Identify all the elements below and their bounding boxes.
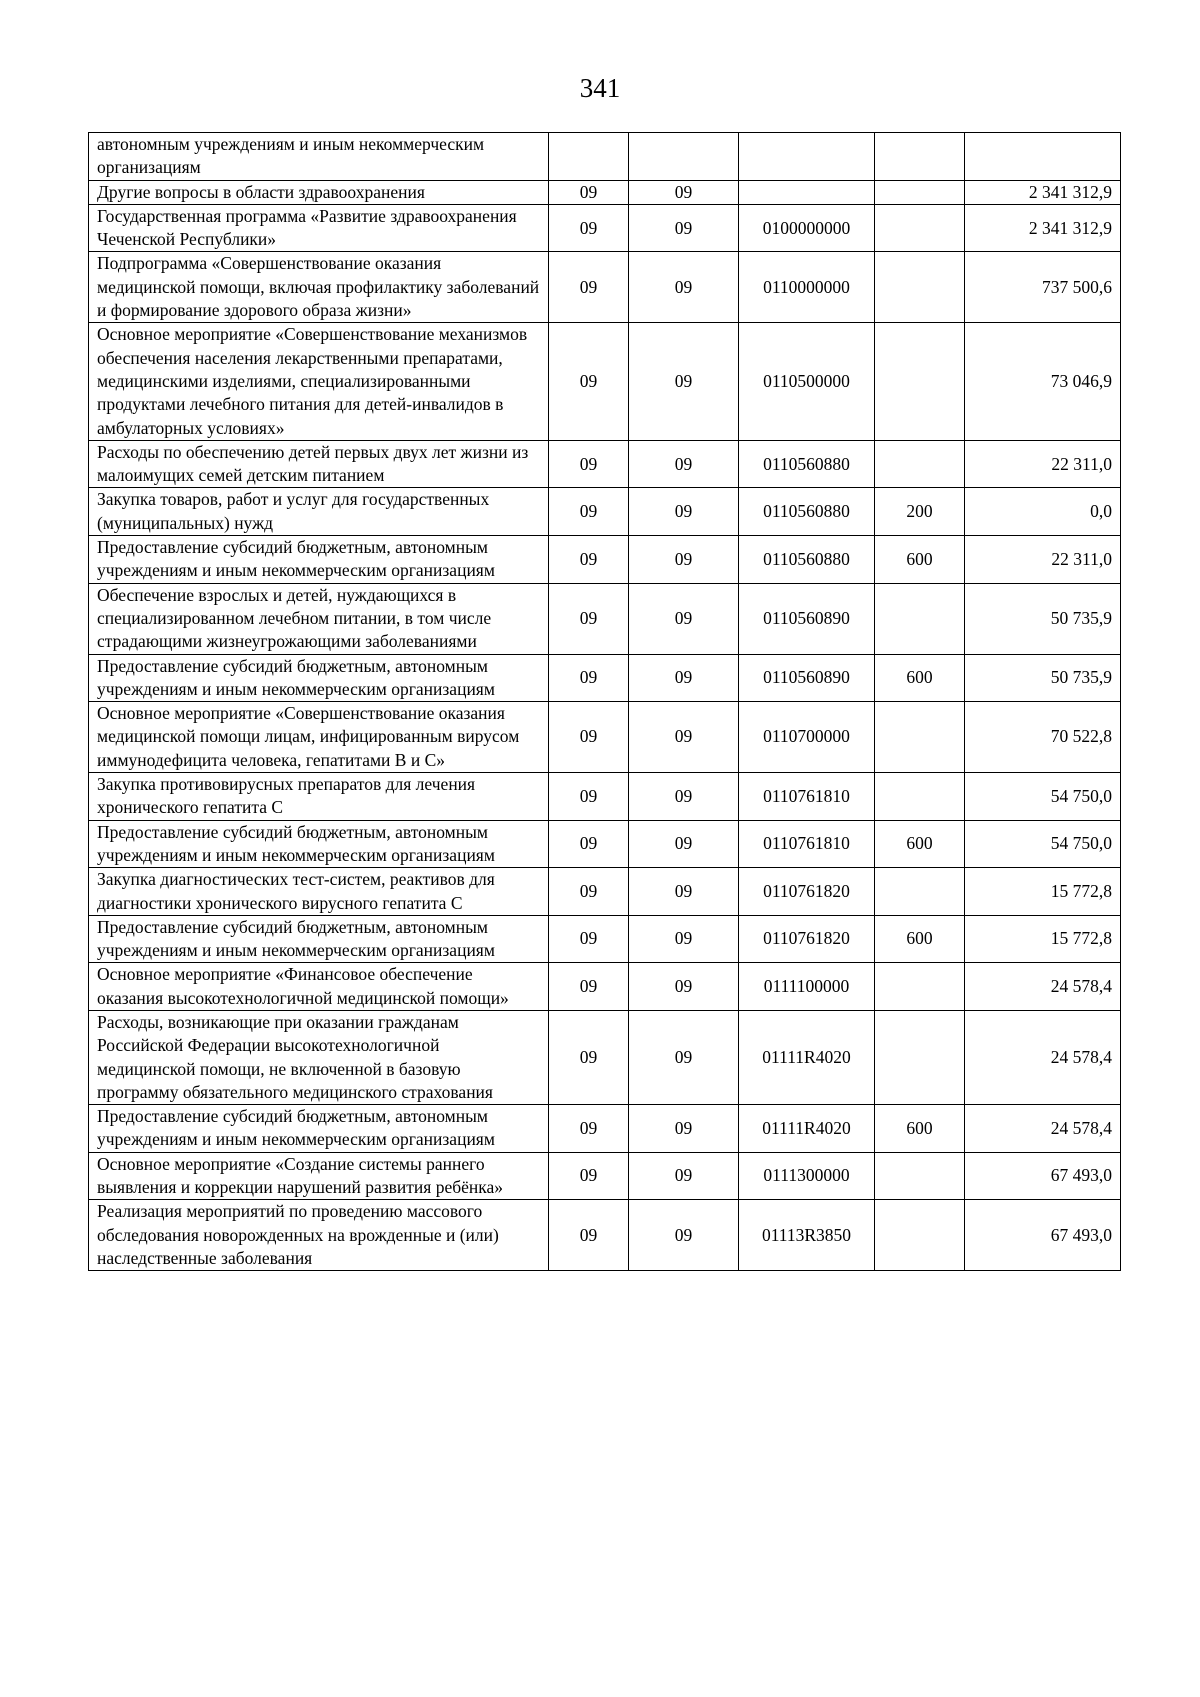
- subsection-code-cell: 09: [629, 1152, 739, 1200]
- budget-table: [88, 132, 1121, 1271]
- expense-type-cell: [875, 1152, 965, 1200]
- table-row: [89, 252, 1121, 323]
- table-row: [89, 820, 1121, 868]
- table-row: [89, 702, 1121, 773]
- table-row: [89, 180, 1121, 204]
- subsection-code-cell: 09: [629, 915, 739, 963]
- table-row: [89, 1010, 1121, 1104]
- section-code-cell: 09: [549, 820, 629, 868]
- amount-cell: 22 311,0: [965, 440, 1121, 488]
- target-article-cell: 0110560890: [739, 583, 875, 654]
- expense-type-cell: 600: [875, 820, 965, 868]
- name-cell: Обеспечение взрослых и детей, нуждающихся в специализированном лечебном питании, в том числе страдающими жизнеугрожающими заболеваниями: [89, 583, 549, 654]
- subsection-code-cell: 09: [629, 440, 739, 488]
- section-code-cell: 09: [549, 323, 629, 440]
- section-code-cell: 09: [549, 1200, 629, 1271]
- name-cell: Основное мероприятие «Создание системы раннего выявления и коррекции нарушений развития ребёнка»: [89, 1152, 549, 1200]
- amount-cell: [965, 133, 1121, 181]
- table-row: [89, 536, 1121, 584]
- expense-type-cell: 600: [875, 915, 965, 963]
- target-article-cell: [739, 133, 875, 181]
- subsection-code-cell: [629, 133, 739, 181]
- name-cell: Государственная программа «Развитие здравоохранения Чеченской Республики»: [89, 204, 549, 252]
- expense-type-cell: [875, 583, 965, 654]
- table-row: [89, 440, 1121, 488]
- subsection-code-cell: 09: [629, 1105, 739, 1153]
- section-code-cell: [549, 133, 629, 181]
- subsection-code-cell: 09: [629, 180, 739, 204]
- target-article-cell: 01111R4020: [739, 1105, 875, 1153]
- table-row: [89, 1200, 1121, 1271]
- section-code-cell: 09: [549, 654, 629, 702]
- expense-type-cell: [875, 963, 965, 1011]
- name-cell: Основное мероприятие «Совершенствование оказания медицинской помощи лицам, инфицированным вирусом иммунодефицита человека, гепатитами B и C»: [89, 702, 549, 773]
- subsection-code-cell: 09: [629, 654, 739, 702]
- subsection-code-cell: 09: [629, 536, 739, 584]
- subsection-code-cell: 09: [629, 1200, 739, 1271]
- target-article-cell: 0110761810: [739, 773, 875, 821]
- table-row: [89, 868, 1121, 916]
- expense-type-cell: [875, 323, 965, 440]
- amount-cell: 50 735,9: [965, 583, 1121, 654]
- table-row: [89, 1152, 1121, 1200]
- name-cell: Предоставление субсидий бюджетным, автономным учреждениям и иным некоммерческим организациям: [89, 820, 549, 868]
- section-code-cell: 09: [549, 915, 629, 963]
- section-code-cell: 09: [549, 1010, 629, 1104]
- table-row: [89, 323, 1121, 440]
- name-cell: Основное мероприятие «Совершенствование механизмов обеспечения населения лекарственными препаратами, медицинскими изделиями, специализированными продуктами лечебного питания для детей-инвалидов в амбулаторных условиях»: [89, 323, 549, 440]
- name-cell: Предоставление субсидий бюджетным, автономным учреждениям и иным некоммерческим организациям: [89, 536, 549, 584]
- name-cell: Закупка диагностических тест-систем, реактивов для диагностики хронического вирусного гепатита С: [89, 868, 549, 916]
- expense-type-cell: [875, 1200, 965, 1271]
- name-cell: Реализация мероприятий по проведению массового обследования новорожденных на врожденные и (или) наследственные заболевания: [89, 1200, 549, 1271]
- target-article-cell: 01113R3850: [739, 1200, 875, 1271]
- section-code-cell: 09: [549, 702, 629, 773]
- target-article-cell: 0110560880: [739, 440, 875, 488]
- expense-type-cell: 600: [875, 536, 965, 584]
- table-row: [89, 204, 1121, 252]
- subsection-code-cell: 09: [629, 488, 739, 536]
- name-cell: Закупка товаров, работ и услуг для государственных (муниципальных) нужд: [89, 488, 549, 536]
- name-cell: Расходы, возникающие при оказании гражданам Российской Федерации высокотехнологичной медицинской помощи, не включенной в базовую программу обязательного медицинского страхования: [89, 1010, 549, 1104]
- subsection-code-cell: 09: [629, 702, 739, 773]
- section-code-cell: 09: [549, 440, 629, 488]
- amount-cell: 54 750,0: [965, 773, 1121, 821]
- name-cell: Предоставление субсидий бюджетным, автономным учреждениям и иным некоммерческим организациям: [89, 1105, 549, 1153]
- expense-type-cell: [875, 204, 965, 252]
- subsection-code-cell: 09: [629, 204, 739, 252]
- target-article-cell: 0110560880: [739, 488, 875, 536]
- name-cell: Закупка противовирусных препаратов для лечения хронического гепатита С: [89, 773, 549, 821]
- section-code-cell: 09: [549, 180, 629, 204]
- expense-type-cell: [875, 702, 965, 773]
- page-number: 341: [579, 73, 621, 103]
- section-code-cell: 09: [549, 963, 629, 1011]
- target-article-cell: 0110560890: [739, 654, 875, 702]
- target-article-cell: 01111R4020: [739, 1010, 875, 1104]
- amount-cell: 2 341 312,9: [965, 180, 1121, 204]
- table-row: [89, 1105, 1121, 1153]
- subsection-code-cell: 09: [629, 1010, 739, 1104]
- expense-type-cell: [875, 133, 965, 181]
- subsection-code-cell: 09: [629, 323, 739, 440]
- table-row: [89, 583, 1121, 654]
- expense-type-cell: [875, 773, 965, 821]
- amount-cell: 54 750,0: [965, 820, 1121, 868]
- expense-type-cell: 200: [875, 488, 965, 536]
- expense-type-cell: [875, 440, 965, 488]
- table-row: [89, 915, 1121, 963]
- expense-type-cell: [875, 868, 965, 916]
- target-article-cell: 0110700000: [739, 702, 875, 773]
- name-cell: автономным учреждениям и иным некоммерческим организациям: [89, 133, 549, 181]
- amount-cell: 24 578,4: [965, 1105, 1121, 1153]
- amount-cell: 737 500,6: [965, 252, 1121, 323]
- amount-cell: 0,0: [965, 488, 1121, 536]
- amount-cell: 15 772,8: [965, 915, 1121, 963]
- budget-table-body: [89, 133, 1121, 1271]
- subsection-code-cell: 09: [629, 773, 739, 821]
- expense-type-cell: [875, 252, 965, 323]
- target-article-cell: 0111100000: [739, 963, 875, 1011]
- target-article-cell: 0111300000: [739, 1152, 875, 1200]
- table-row: [89, 133, 1121, 181]
- table-row: [89, 963, 1121, 1011]
- amount-cell: 50 735,9: [965, 654, 1121, 702]
- section-code-cell: 09: [549, 773, 629, 821]
- section-code-cell: 09: [549, 583, 629, 654]
- table-row: [89, 654, 1121, 702]
- target-article-cell: [739, 180, 875, 204]
- amount-cell: 22 311,0: [965, 536, 1121, 584]
- target-article-cell: 0110761810: [739, 820, 875, 868]
- target-article-cell: 0100000000: [739, 204, 875, 252]
- amount-cell: 24 578,4: [965, 963, 1121, 1011]
- section-code-cell: 09: [549, 1152, 629, 1200]
- name-cell: Расходы по обеспечению детей первых двух лет жизни из малоимущих семей детским питанием: [89, 440, 549, 488]
- target-article-cell: 0110000000: [739, 252, 875, 323]
- section-code-cell: 09: [549, 868, 629, 916]
- expense-type-cell: 600: [875, 654, 965, 702]
- amount-cell: 67 493,0: [965, 1200, 1121, 1271]
- subsection-code-cell: 09: [629, 820, 739, 868]
- section-code-cell: 09: [549, 204, 629, 252]
- subsection-code-cell: 09: [629, 252, 739, 323]
- target-article-cell: 0110761820: [739, 868, 875, 916]
- target-article-cell: 0110500000: [739, 323, 875, 440]
- subsection-code-cell: 09: [629, 583, 739, 654]
- name-cell: Другие вопросы в области здравоохранения: [89, 180, 549, 204]
- section-code-cell: 09: [549, 252, 629, 323]
- table-row: [89, 488, 1121, 536]
- name-cell: Предоставление субсидий бюджетным, автономным учреждениям и иным некоммерческим организациям: [89, 654, 549, 702]
- expense-type-cell: 600: [875, 1105, 965, 1153]
- section-code-cell: 09: [549, 488, 629, 536]
- amount-cell: 2 341 312,9: [965, 204, 1121, 252]
- expense-type-cell: [875, 1010, 965, 1104]
- name-cell: Предоставление субсидий бюджетным, автономным учреждениям и иным некоммерческим организациям: [89, 915, 549, 963]
- expense-type-cell: [875, 180, 965, 204]
- name-cell: Основное мероприятие «Финансовое обеспечение оказания высокотехнологичной медицинской помощи»: [89, 963, 549, 1011]
- section-code-cell: 09: [549, 536, 629, 584]
- amount-cell: 70 522,8: [965, 702, 1121, 773]
- target-article-cell: 0110761820: [739, 915, 875, 963]
- section-code-cell: 09: [549, 1105, 629, 1153]
- name-cell: Подпрограмма «Совершенствование оказания медицинской помощи, включая профилактику заболеваний и формирование здорового образа жизни»: [89, 252, 549, 323]
- target-article-cell: 0110560880: [739, 536, 875, 584]
- amount-cell: 73 046,9: [965, 323, 1121, 440]
- subsection-code-cell: 09: [629, 963, 739, 1011]
- subsection-code-cell: 09: [629, 868, 739, 916]
- table-row: [89, 773, 1121, 821]
- amount-cell: 67 493,0: [965, 1152, 1121, 1200]
- amount-cell: 24 578,4: [965, 1010, 1121, 1104]
- amount-cell: 15 772,8: [965, 868, 1121, 916]
